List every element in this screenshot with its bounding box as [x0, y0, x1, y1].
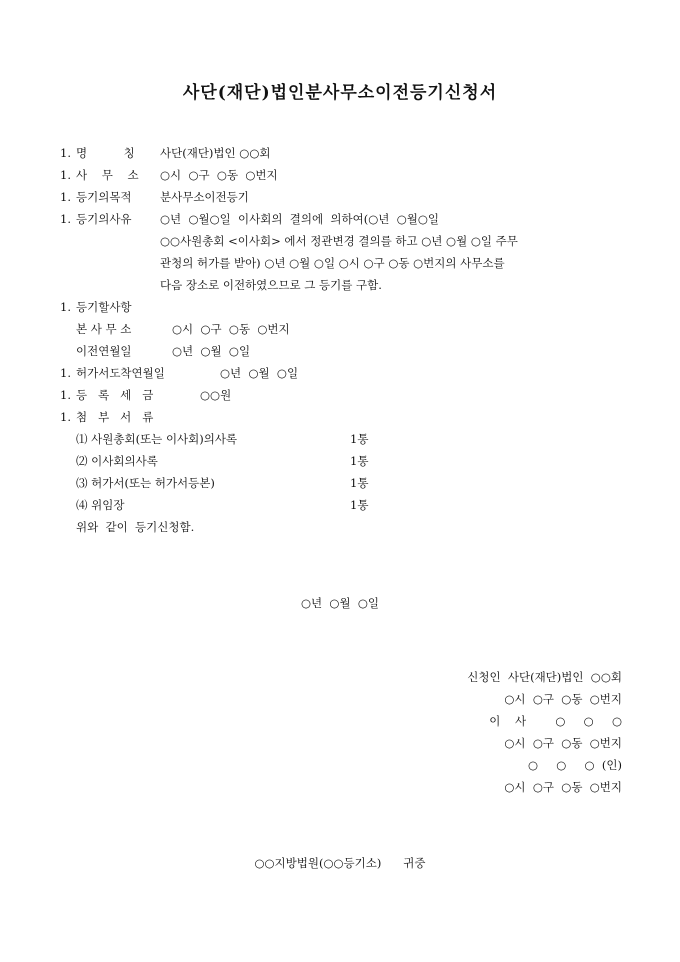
agent-address: ○시 ○구 ○동 ○번지	[504, 780, 622, 794]
addressee: ○○지방법원(○○등기소) 귀중	[254, 856, 426, 870]
item-number: 1.	[60, 146, 71, 160]
document-title: 사단(재단)법인분사무소이전등기신청서	[182, 83, 498, 103]
applicant-address: ○시 ○구 ○동 ○번지	[504, 692, 622, 706]
applicant-name: 신청인 사단(재단)법인 ○○회	[467, 670, 622, 684]
item-label: 허가서도착연월일	[76, 366, 165, 380]
agent-seal-line: ○ ○ ○ (인)	[527, 758, 622, 772]
application-date: ○년 ○월 ○일	[300, 596, 380, 610]
attachment-item: ⑷ 위임장	[76, 498, 125, 512]
reason-line: ○년 ○월○일 이사회의 결의에 의하여(○년 ○월○일	[160, 212, 439, 226]
closing-statement: 위와 같이 등기신청함.	[76, 520, 195, 534]
item-value: 사단(재단)법인 ○○회	[160, 146, 271, 160]
attachment-item: ⑵ 이사회의사록	[76, 454, 158, 468]
item-label: 첨 부 서 류	[76, 410, 154, 424]
item-number: 1.	[60, 388, 71, 402]
item-label: 등기할사항	[76, 300, 132, 314]
item-number: 1.	[60, 168, 71, 182]
reason-line: ○○사원총회 <이사회> 에서 정관변경 결의를 하고 ○년 ○월 ○일 주무	[160, 234, 518, 248]
item-value: 분사무소이전등기	[160, 190, 249, 204]
item-value: ○년 ○월 ○일	[220, 366, 299, 380]
attachment-count: 1통	[350, 476, 369, 490]
item-label: 등기의목적	[76, 190, 132, 204]
item-number: 1.	[60, 300, 71, 314]
item-label: 명 칭	[76, 146, 135, 160]
item-value: ○시 ○구 ○동 ○번지	[160, 168, 278, 182]
item-label: 등기의사유	[76, 212, 132, 226]
director-address: ○시 ○구 ○동 ○번지	[504, 736, 622, 750]
matters-date-value: ○년 ○월 ○일	[172, 344, 251, 358]
item-label: 사 무 소	[76, 168, 139, 182]
attachment-count: 1통	[350, 454, 369, 468]
attachment-count: 1통	[350, 498, 369, 512]
item-number: 1.	[60, 366, 71, 380]
item-number: 1.	[60, 212, 71, 226]
item-number: 1.	[60, 190, 71, 204]
attachment-item: ⑴ 사원총회(또는 이사회)의사록	[76, 432, 238, 446]
attachment-item: ⑶ 허가서(또는 허가서등본)	[76, 476, 215, 490]
matters-date-label: 이전연월일	[76, 344, 132, 358]
item-number: 1.	[60, 410, 71, 424]
matters-office-value: ○시 ○구 ○동 ○번지	[172, 322, 290, 336]
attachment-count: 1통	[350, 432, 369, 446]
item-value: ○○원	[200, 388, 232, 402]
matters-office-label: 본 사 무 소	[76, 322, 132, 336]
director-line: 이 사 ○ ○ ○	[489, 714, 622, 728]
reason-line: 관청의 허가를 받아) ○년 ○월 ○일 ○시 ○구 ○동 ○번지의 사무소를	[160, 256, 505, 270]
reason-line: 다음 장소로 이전하였으므로 그 등기를 구함.	[160, 278, 382, 292]
item-label: 등 록 세 금	[76, 388, 154, 402]
